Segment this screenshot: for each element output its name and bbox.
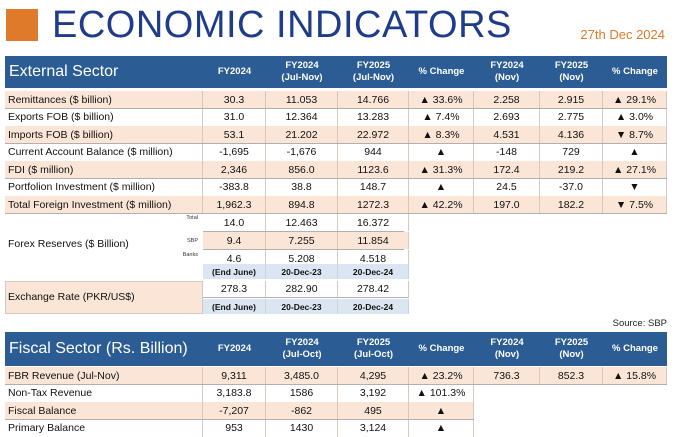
table-cell: ▲ 101.3% [409,385,474,402]
table-cell: -1,695 [203,144,266,161]
row-label: Total Foreign Investment ($ million) [5,196,203,213]
table-cell: 219.2 [540,161,603,178]
table-row [5,144,667,161]
table-cell: 22.972 [338,126,409,143]
column-header: FY2025 (Jul-Nov) [352,60,395,83]
table-cell: 3,183.8 [203,385,266,402]
table-cell [603,420,667,437]
table-row [5,367,667,384]
forex-date: 20-Dec-23 [266,264,338,279]
table-cell: 3,192 [338,385,409,402]
table-cell: 13.283 [338,109,409,126]
forex-date: 20-Dec-24 [338,264,409,279]
table-cell [540,385,603,402]
forex-value: 12.463 [266,214,338,231]
exchange-value: 278.3 [203,281,266,298]
table-cell: 182.2 [540,196,603,213]
forex-value: 11.854 [338,232,409,249]
table-cell: ▲ [409,179,474,196]
table-cell [540,420,603,437]
table-cell: 4,295 [338,367,409,384]
column-header: FY2024 (Nov) [490,337,524,360]
forex-value: 7.255 [266,232,338,249]
column-header: FY2025 (Jul-Oct) [353,337,394,360]
exchange-label: Exchange Rate (PKR/US$) [8,291,135,303]
table-cell: ▲ 31.3% [409,161,474,178]
forex-value: 4.518 [338,250,409,267]
table-cell [474,402,540,419]
table-cell: 894.8 [266,196,338,213]
exchange-date: (End June) [203,299,266,314]
forex-value: 16.372 [338,214,409,231]
table-cell: 1430 [266,420,338,437]
table-cell [540,402,603,419]
table-cell: 9,311 [203,367,266,384]
table-cell: 30.3 [203,91,266,108]
source-note: Source: SBP [612,318,667,329]
table-cell: 4.531 [474,126,540,143]
table-cell: 172.4 [474,161,540,178]
table-cell: -383.8 [203,179,266,196]
table-row [5,402,667,419]
column-header: FY2025 (Nov) [554,60,589,83]
column-header: % Change [612,66,658,78]
table-cell: 38.8 [266,179,338,196]
table-cell: ▲ [409,402,474,419]
column-header: FY2024 (Jul-Nov) [281,60,323,83]
report-date: 27th Dec 2024 [580,27,665,42]
table-cell: 3,485.0 [266,367,338,384]
table-cell: -148 [474,144,540,161]
table-cell: ▲ 15.8% [603,367,667,384]
section-title: External Sector [9,63,119,80]
table-row [5,196,667,213]
forex-value: 14.0 [203,214,266,231]
row-label: Fiscal Balance [5,402,203,419]
exchange-value: 282.90 [266,281,338,298]
table-cell: ▲ 23.2% [409,367,474,384]
row-label: Primary Balance [5,420,203,437]
page-title: ECONOMIC INDICATORS [52,4,512,46]
table-cell: -1,676 [266,144,338,161]
column-header: FY2024 [217,66,252,78]
table-cell: 856.0 [266,161,338,178]
table-cell: 148.7 [338,179,409,196]
table-cell: 852.3 [540,367,603,384]
table-cell: 3,124 [338,420,409,437]
forex-sublabel: SBP [186,238,198,244]
table-cell: 4.136 [540,126,603,143]
column-header: % Change [418,66,465,78]
table-cell: -862 [266,402,338,419]
table-cell: 197.0 [474,196,540,213]
forex-value: 4.6 [203,250,266,267]
exchange-date: 20-Dec-24 [338,299,409,314]
table-row [5,126,667,143]
row-label: Non-Tax Revenue [5,385,203,402]
table-cell: -37.0 [540,179,603,196]
table-row [5,179,667,196]
table-cell: ▼ [603,179,667,196]
table-cell: ▲ 29.1% [603,91,667,108]
forex-value: 5.208 [266,250,338,267]
row-label: FDI ($ million) [5,161,203,178]
table-cell: ▲ [603,144,667,161]
forex-sublabel: Banks [182,252,198,258]
table-cell: ▲ [409,144,474,161]
exchange-value: 278.42 [338,281,409,298]
table-cell: ▲ 8.3% [409,126,474,143]
table-cell [474,385,540,402]
forex-value: 9.4 [203,232,266,249]
table-cell: 2.915 [540,91,603,108]
column-header: FY2025 (Nov) [554,337,589,360]
table-cell: ▲ 27.1% [603,161,667,178]
table-cell [474,420,540,437]
fiscal-sector-header [5,332,667,366]
column-header: % Change [612,343,658,355]
table-cell: ▼ 8.7% [603,126,667,143]
row-label: Current Account Balance ($ million) [5,144,203,161]
table-cell: 2.258 [474,91,540,108]
forex-label: Forex Reserves ($ Billion) [8,238,129,250]
row-label: Remittances ($ billion) [5,91,203,108]
row-label: Exports FOB ($ billion) [5,109,203,126]
table-cell: 1,962.3 [203,196,266,213]
table-cell: 2,346 [203,161,266,178]
table-cell: 12.364 [266,109,338,126]
column-header: FY2024 [217,343,252,355]
table-cell [603,402,667,419]
table-cell: ▲ 7.4% [409,109,474,126]
row-label: Imports FOB ($ billion) [5,126,203,143]
table-cell: 21.202 [266,126,338,143]
table-cell: 2.693 [474,109,540,126]
table-row [5,385,667,402]
table-row [5,109,667,126]
table-cell: 24.5 [474,179,540,196]
table-cell: 1123.6 [338,161,409,178]
forex-date: (End June) [203,264,266,279]
table-cell: 495 [338,402,409,419]
table-cell: ▲ 33.6% [409,91,474,108]
table-cell: 1586 [266,385,338,402]
row-label: Portfolion Investment ($ million) [5,179,203,196]
table-cell: ▲ 3.0% [603,109,667,126]
column-header: % Change [418,343,465,355]
section-title: Fiscal Sector (Rs. Billion) [9,340,188,357]
table-cell: 2.775 [540,109,603,126]
table-cell: 729 [540,144,603,161]
table-cell: -7,207 [203,402,266,419]
external-sector-header [5,56,667,88]
table-cell: 1272.3 [338,196,409,213]
table-cell: ▲ [409,420,474,437]
table-cell: 11.053 [266,91,338,108]
table-cell: 736.3 [474,367,540,384]
forex-sublabel: Total [186,215,198,221]
table-cell: 53.1 [203,126,266,143]
table-cell: ▲ 42.2% [409,196,474,213]
table-row [5,91,667,108]
row-label: FBR Revenue (Jul-Nov) [5,367,203,384]
table-row [5,161,667,178]
table-cell: 953 [203,420,266,437]
table-cell [603,385,667,402]
table-cell: 31.0 [203,109,266,126]
column-header: FY2024 (Jul-Oct) [282,337,322,360]
table-cell: 14.766 [338,91,409,108]
table-cell: ▼ 7.5% [603,196,667,213]
column-header: FY2024 (Nov) [490,60,524,83]
table-row [5,420,667,437]
table-cell: 944 [338,144,409,161]
exchange-date: 20-Dec-23 [266,299,338,314]
title-accent-block [6,9,38,41]
